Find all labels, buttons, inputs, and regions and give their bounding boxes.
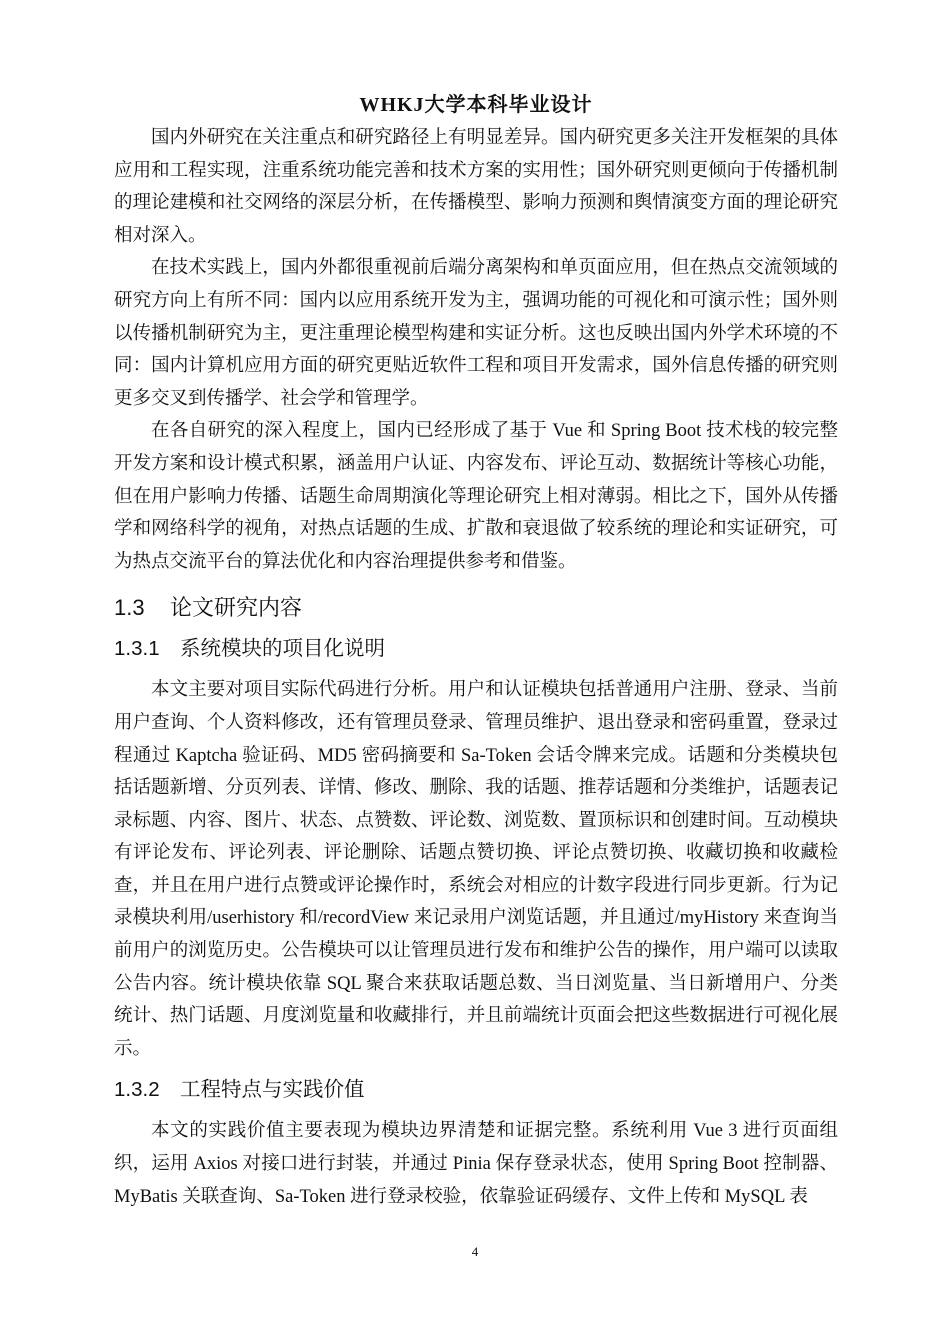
page-number: 4 xyxy=(471,1244,479,1259)
subsection-number: 1.3.1 xyxy=(114,637,160,661)
subsection-title: 工程特点与实践价值 xyxy=(180,1078,365,1102)
subsection-heading-1-3-1 xyxy=(114,636,838,662)
subsection-number: 1.3.2 xyxy=(114,1078,160,1102)
paragraph-3: 在各自研究的深入程度上，国内已经形成了基于 Vue 和 Spring Boot 技术栈的较完整开发方案和设计模式积累，涵盖用户认证、内容发布、评论互动、数据统计等核心功能，但在用户影响力传播、话题生命周期演化等理论研究上相对薄弱。相比之下，国外从传播学和网络科学的视角，对热点话题的生成、扩散和衰退做了较系统的理论和实证研究，可为热点交流平台的算法优化和内容治理提供参考和借鉴。 xyxy=(114,421,838,572)
paragraph-2: 在技术实践上，国内外都很重视前后端分离架构和单页面应用，但在热点交流领域的研究方向上有所不同：国内以应用系统开发为主，强调功能的可视化和可演示性；国外则以传播机制研究为主，更注重理论模型构建和实证分析。这也反映出国内外学术环境的不同：国内计算机应用方面的研究更贴近软件工程和项目开发需求，国外信息传播的研究则更多交叉到传播学、社会学和管理学。 xyxy=(114,258,838,409)
section-title: 论文研究内容 xyxy=(170,595,303,621)
subsection-title: 系统模块的项目化说明 xyxy=(180,637,385,661)
document-page xyxy=(114,88,838,1213)
paragraph-1-3-2: 本文的实践价值主要表现为模块边界清楚和证据完整。系统利用 Vue 3 进行页面组织，运用 Axios 对接口进行封装，并通过 Pinia 保存登录状态，使用 Spring Boot 控制器、MyBatis 关联查询、Sa-Token 进行登录校验，依靠验证码缓存、文件上传和 MySQL 表 xyxy=(114,1121,838,1207)
section-number: 1.3 xyxy=(114,595,145,621)
paragraph-1-3-1: 本文主要对项目实际代码进行分析。用户和认证模块包括普通用户注册、登录、当前用户查询、个人资料修改，还有管理员登录、管理员维护、退出登录和密码重置，登录过程通过 Kaptcha 验证码、MD5 密码摘要和 Sa-Token 会话令牌来完成。话题和分类模块包括话题新增、分页列表、详情、修改、删除、我的话题、推荐话题和分类维护，话题表记录标题、内容、图片、状态、点赞数、评论数、浏览数、置顶标识和创建时间。互动模块有评论发布、评论列表、评论删除、话题点赞切换、评论点赞切换、收藏切换和收藏检查，并且在用户进行点赞或评论操作时，系统会对相应的计数字段进行同步更新。行为记录模块利用/userhistory 和/recordView 来记录用户浏览话题，并且通过/myHistory 来查询当前用户的浏览历史。公告模块可以让管理员进行发布和维护公告的操作，用户端可以读取公告内容。统计模块依靠 SQL 聚合来获取话题总数、当日浏览量、当日新增用户、分类统计、热门话题、月度浏览量和收藏排行，并且前端统计页面会把这些数据进行可视化展示。 xyxy=(114,680,838,1059)
section-heading-1-3 xyxy=(114,594,838,622)
page-header: WHKJ大学本科毕业设计 xyxy=(359,94,593,116)
subsection-heading-1-3-2 xyxy=(114,1077,838,1103)
paragraph-1: 国内外研究在关注重点和研究路径上有明显差异。国内研究更多关注开发框架的具体应用和工程实现，注重系统功能完善和技术方案的实用性；国外研究则更倾向于传播机制的理论建模和社交网络的深层分析，在传播模型、影响力预测和舆情演变方面的理论研究相对深入。 xyxy=(114,128,838,246)
